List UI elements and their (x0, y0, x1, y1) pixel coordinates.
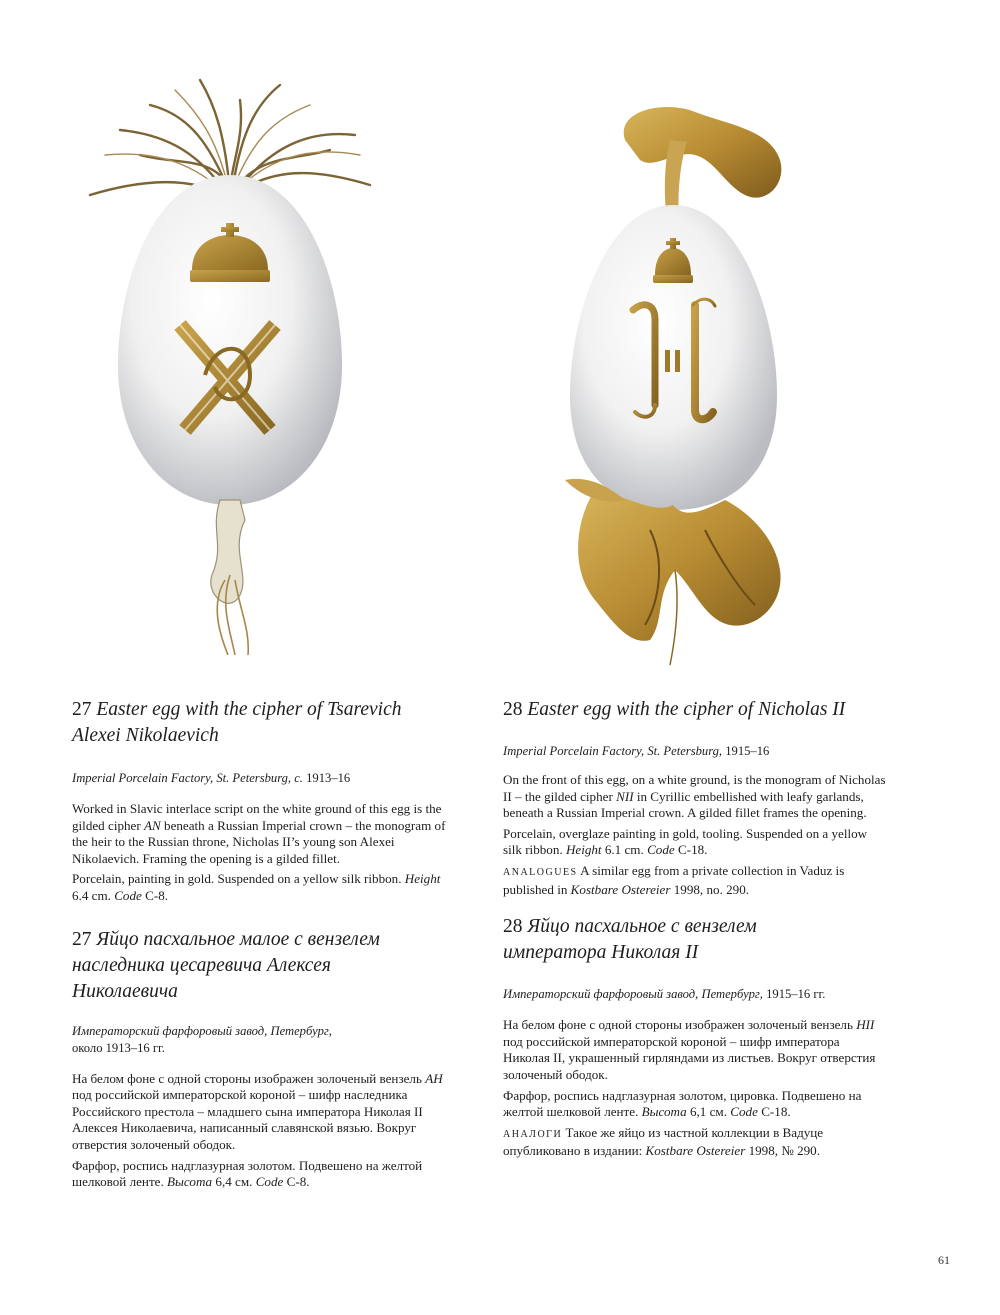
entry-27-title-ru-line1: Яйцо пасхальное малое с вензелем (96, 928, 380, 950)
entry-28-analogues-en (503, 863, 888, 898)
entry-27-maker-text: Imperial Porcelain Factory, St. Petersburg, c. (72, 771, 303, 785)
entry-27-maker-ru (72, 1023, 457, 1057)
entry-27-title-ru (72, 927, 457, 1005)
entry-27-code-ru-value: C-8. (286, 1174, 310, 1190)
entry-28-material-ru-text: Фарфор, роспись надглазурная золотом, цировка. Подвешено на желтой шелковой ленте. (503, 1087, 862, 1120)
entry-27-maker-ru-text: Императорский фарфоровый завод, Петербург, (72, 1023, 332, 1038)
entry-27-material-text: Porcelain, painting in gold. Suspended on a yellow silk ribbon. (72, 871, 402, 887)
entry-27-height-ru-value: 6,4 см. (215, 1174, 253, 1190)
entry-27-desc-ru-part1: На белом фоне с одной стороны изображен золоченый вензель (72, 1070, 422, 1086)
entry-28-analogues-text1: A similar egg from a private collection in Vaduz is published in (503, 862, 845, 897)
entry-28-height-label: Height (565, 842, 602, 858)
entry-28-number-ru: 28 (503, 916, 523, 938)
entry-27-desc-part2: beneath a Russian Imperial crown – the monogram of the heir to the Russian throne, Nicholas II’s young son Alexei Nikolaevich. Framing the opening is a gilded fillet. (72, 817, 446, 866)
entry-28-code-value: C-18. (677, 842, 708, 858)
egg-27-photo (80, 75, 380, 655)
entry-27-code-ru-label: Code (255, 1174, 284, 1190)
entry-28-column (503, 697, 888, 1164)
entry-27-number-ru: 27 (72, 928, 92, 950)
entry-27-code-value: C-8. (145, 887, 169, 903)
entry-27-title-ru-line2: наследника цесаревича Алексея (72, 954, 331, 976)
entry-28-code-label: Code (647, 842, 675, 858)
entry-27-height-ru-label: Высота (167, 1174, 213, 1190)
entry-28-title-line1: Easter egg with the cipher of Nicholas II (527, 699, 846, 720)
entry-28-maker-ru (503, 986, 888, 1003)
entry-28-maker-ru-text: Императорский фарфоровый завод, Петербург, (503, 987, 763, 1002)
entry-28-desc-part2: in Cyrillic embellished with leafy garlands, beneath a Russian Imperial crown. A gilded fillet frames the opening. (503, 788, 867, 821)
entry-27-title-en (72, 697, 457, 749)
entry-28-analogues-source: Kostbare Ostereier (570, 881, 671, 897)
entry-27-desc-ru-cipher: АН (425, 1070, 443, 1086)
entry-28-title-en (503, 697, 888, 723)
entry-28-desc-part1: On the front of this egg, on a white ground, is the monogram of Nicholas II – the gilded cipher (503, 772, 886, 804)
entry-27-height-value: 6.4 cm. (72, 887, 111, 903)
entry-27-height-label: Height (404, 871, 441, 887)
entry-28-description-ru (503, 1017, 888, 1083)
entry-27-material-en (72, 871, 457, 904)
entry-28-analogues-text2: 1998, no. 290. (673, 881, 750, 897)
entry-27-title-line2: Alexei Nikolaevich (72, 725, 219, 746)
page-number: 61 (938, 1253, 950, 1267)
entry-28-material-en (503, 826, 888, 859)
entry-28-title-ru-line1: Яйцо пасхальное с вензелем (527, 916, 757, 938)
entry-28-code-ru-label: Code (730, 1104, 758, 1120)
entry-27-desc-ru-part2: под российской императорской короной – шифр наследника Российского престола – младшего сына императора Николая II Алексея Николаевича, написанный славянской вязью. Вокруг отверстия золоченый ободок. (72, 1087, 423, 1152)
entry-28-desc-ru-cipher: НII (856, 1017, 875, 1033)
entry-27-code-label: Code (114, 887, 142, 903)
entry-28-desc-ru-part1: На белом фоне с одной стороны изображен золоченый вензель (503, 1017, 853, 1033)
entry-28-maker-text: Imperial Porcelain Factory, St. Petersburg, (503, 744, 723, 758)
entry-27-maker-ru-date: около 1913–16 гг. (72, 1040, 165, 1055)
entry-27-title-line1: Easter egg with the cipher of Tsarevich (96, 699, 402, 720)
entry-28-analogues-ru-label: АНАЛОГИ (503, 1128, 563, 1140)
entry-27-description-ru (72, 1071, 457, 1154)
entry-28-analogues-label: ANALOGUES (503, 866, 578, 878)
entry-28-material-ru (503, 1088, 888, 1121)
entry-28-analogues-ru-text2: 1998, № 290. (748, 1143, 820, 1159)
entry-27-desc-cipher: AN (144, 817, 161, 833)
entry-28-maker-ru-date: 1915–16 гг. (766, 987, 826, 1002)
egg-28-photo (555, 100, 815, 670)
entry-28-desc-cipher: NII (616, 788, 634, 804)
entry-28-height-ru-label: Высота (641, 1104, 687, 1120)
entry-28-analogues-ru-text1: Такое же яйцо из частной коллекции в Вадуце опубликовано в издании: (503, 1124, 824, 1159)
entry-28-title-ru (503, 914, 888, 966)
entry-27-desc-part1: Worked in Slavic interlace script on the white ground of this egg is the gilded cipher (72, 801, 442, 833)
entry-27-title-ru-line3: Николаевича (72, 980, 178, 1002)
entry-27-maker-en (72, 770, 457, 787)
entry-28-title-ru-line2: императора Николая II (503, 942, 699, 964)
entry-27-column (72, 697, 457, 1195)
entry-28-code-ru-value: C-18. (761, 1104, 791, 1120)
entry-28-maker-date: 1915–16 (725, 744, 770, 758)
entry-27-number: 27 (72, 699, 92, 720)
entry-28-analogues-ru-source: Kostbare Ostereier (645, 1143, 746, 1159)
entry-28-height-value: 6.1 cm. (604, 842, 644, 858)
entry-28-number: 28 (503, 699, 523, 720)
entry-28-desc-ru-part2: под российской императорской короной – шифр императора Николая II, украшенный гирляндами из листьев. Вокруг отверстия золоченый ободок. (503, 1033, 876, 1082)
entry-28-maker-en (503, 743, 888, 760)
entry-27-maker-date: 1913–16 (306, 771, 351, 785)
entry-28-material-text: Porcelain, overglaze painting in gold, tooling. Suspended on a yellow silk ribbon. (503, 825, 868, 858)
entry-27-description-en (72, 801, 457, 867)
entry-27-material-ru-text: Фарфор, роспись надглазурная золотом. Подвешено на желтой шелковой ленте. (72, 1157, 423, 1190)
entry-28-analogues-ru (503, 1125, 888, 1160)
entry-28-height-ru-value: 6,1 см. (689, 1104, 727, 1120)
entry-27-material-ru (72, 1158, 457, 1191)
entry-28-description-en (503, 772, 888, 822)
